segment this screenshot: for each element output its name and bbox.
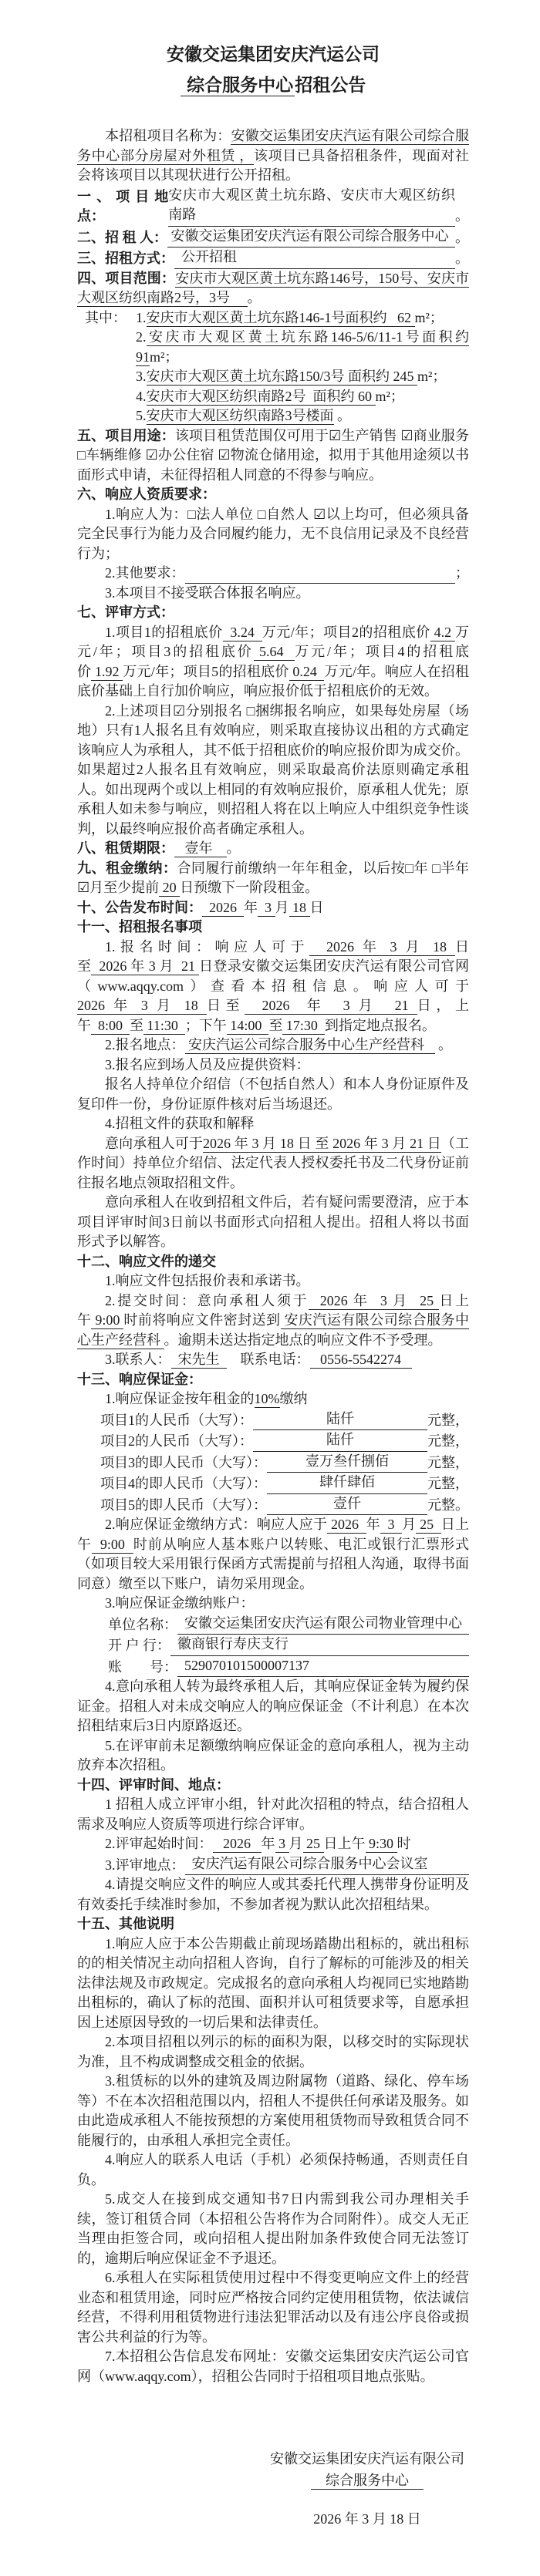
paragraph [77, 1854, 469, 1876]
text-run: 6.承租人在实际租赁使用过程中不得变更响应文件上的经营业态和租赁用途，同时应严格按合同约定使用租赁物，依法诚信经营，不得利用租赁物进行违法犯罪活动以及有违公序良俗或损害公共利益的行为等。 [77, 2270, 469, 2345]
filled-blank: 2026 年 3 月 18 [77, 998, 207, 1013]
clause-label: 二、招 租 人： [77, 229, 167, 245]
text-run: 5.在评审前未足额缴纳响应保证金的意向承租人，视为主动放弃本次招租。 [77, 1737, 469, 1773]
text-run: 时前将响应文件密封送到 [123, 1312, 281, 1328]
filled-blank: 3.24 [222, 624, 262, 640]
paragraph [77, 2072, 469, 2150]
filled-blank: 17:30 [282, 1017, 325, 1033]
text-run: 2.响应保证金缴纳方式：响应人应于 [105, 1517, 328, 1532]
filled-blank: 公开招租 [174, 247, 455, 269]
signature-date: 2026 年 3 月 18 日 [313, 2511, 421, 2527]
section-heading [77, 1252, 469, 1272]
section-heading [77, 1370, 469, 1390]
list-item [136, 406, 469, 426]
text-run: 2.其他要求： [105, 565, 185, 581]
filled-blank: 9:00 [91, 1312, 124, 1328]
paragraph [77, 1291, 469, 1351]
filled-blank: 0556-5542274 [309, 1352, 412, 1367]
section-heading [77, 1914, 469, 1935]
filled-blank: 3 [258, 899, 275, 915]
text-run: 1 招租人成立评审小组，针对此次招租的特点，结合招租人需求及响应人资质等项进行综合评审。 [77, 1796, 469, 1832]
section-heading [77, 839, 469, 859]
clause-label: 八、租赁期限： [77, 840, 174, 856]
doc-title-line1: 安徽交运集团安庆汽运公司 [167, 44, 380, 64]
filled-blank: 安庆市大观区黄土坑东路146-5/6/11-1号面积约91 [136, 329, 469, 365]
text-run: m²； [375, 388, 404, 404]
text-run: 日至 [77, 938, 469, 974]
filled-blank: 10% [254, 1391, 280, 1406]
text-run: 3.租赁标的以外的建筑及周边附属物（道路、绿化、停车场等）不在本次招租范围以内，招租人不提供任何承诺及服务。如由此造成承租人不能按预想的方案使用租赁物而导致租赁合同不能履行的，由承租人承担完全责任。 [77, 2073, 469, 2148]
filled-blank: 2026 [202, 899, 244, 915]
filled-blank: 3 [380, 1517, 403, 1532]
text-run: 合同履行前缴纳一年年租金，以后按□年 □半年 ☑月至少提前 [77, 860, 473, 895]
text-run: 账 号： [108, 1658, 177, 1675]
text-run: 。 [455, 229, 469, 245]
paragraph [77, 564, 469, 584]
text-run: 4. [136, 388, 147, 404]
text-run: 7.本招租公告信息发布网址：安徽交运集团安庆汽运公司官网（www.aqqy.com），招租公告同时于招租项目地点张贴。 [77, 2349, 469, 2384]
text-run: 年 [261, 1836, 275, 1851]
paragraph [77, 1389, 469, 1409]
filled-blank: 25 [416, 1517, 441, 1532]
text-run: 日，上午 [77, 998, 470, 1033]
filled-blank: 0.24 [289, 663, 325, 679]
text-run: 。 [247, 290, 262, 305]
paragraph [77, 702, 469, 840]
clause-label: 十二、响应文件的递交 [77, 1253, 216, 1269]
clause-label: 一、项目地点： [77, 188, 169, 224]
filled-blank: 壹万叁仟捌佰 [267, 1452, 427, 1473]
filled-blank: 2026 年 3 月 21 [91, 958, 199, 974]
filled-blank: 肆仟肆佰 [267, 1473, 427, 1494]
paragraph [77, 1875, 469, 1914]
paragraph [77, 1515, 469, 1594]
filled-blank: 25 [302, 1836, 324, 1851]
document-body [77, 126, 473, 2386]
list-item [136, 328, 469, 367]
filled-blank: 安庆汽运有限公司综合服务中心生产经营科 [77, 1312, 470, 1348]
filled-blank: 4.2 [430, 624, 456, 640]
text-run: 3.评审地点： [105, 1857, 185, 1873]
filled-blank: 陆仟 [253, 1430, 427, 1452]
section-heading [77, 859, 473, 898]
text-run: 。 [455, 208, 469, 224]
paragraph [77, 2150, 469, 2190]
text-run: 时前从响应人基本账户以转账、电汇或银行汇票形式（如项目较大采用银行保函方式需提前与招租人沟通，取得书面同意）缴至以下账户，请勿采用现金。 [77, 1536, 469, 1591]
filled-blank: 9:30 [365, 1836, 397, 1851]
filled-blank: 陆仟 [253, 1409, 427, 1431]
text-run: 1. [136, 309, 147, 325]
text-run: m²； [150, 349, 179, 365]
paragraph [77, 1430, 469, 1452]
clause-label: 十、公告发布时间： [77, 899, 202, 915]
filled-blank: 2026 年 3 月 21 [245, 998, 417, 1013]
section-heading [77, 186, 469, 227]
clause-label: 十三、响应保证金： [77, 1371, 202, 1387]
text-run: 项目2的人民币（大写）： [100, 1433, 253, 1449]
paragraph [77, 1594, 469, 1614]
text-run: 日 [309, 899, 324, 915]
text-run: ；下午 [184, 1017, 227, 1033]
text-run: m²； [417, 369, 447, 384]
filled-blank: 2026 年 3 月 18 [309, 938, 455, 955]
text-run: 2.提交时间：意向承租人须于 [105, 1292, 309, 1308]
text-run: 单位名称： [108, 1616, 177, 1632]
text-run: 4.响应人的联系人电话（手机）必须保持畅通，否则责任自负。 [77, 2152, 469, 2187]
text-run: 2.上述项目☑分别报名 □捆绑报名响应，如果每处房屋（场地）只有1人报名且有效响应，则采取直接协议出租的方式确定该响应人为承租人，其不低于招租底价的响应报价即为成交价。如果超过2人报名且有效响应，则采取最高价法原则确定承租人。如出现两个或以上相同的有效响应报价，原承租人优先；原承租人如未参与响应，则招租人将在以上响应人中组织竞争性谈判，以最终响应报价高者确定承租人。 [77, 702, 469, 837]
section-heading [77, 603, 469, 623]
text-run: 3.报名应到场人员及应提供资料： [105, 1056, 310, 1072]
section-heading [77, 918, 469, 938]
filled-blank: 8:00 [91, 1017, 130, 1033]
paragraph [77, 1134, 469, 1194]
filled-blank: 安徽交运集团安庆汽运有限公司综合服务中心 [167, 227, 455, 248]
text-run: 。 [455, 251, 469, 266]
text-run: 3.联系人： [105, 1352, 171, 1367]
paragraph [77, 2268, 469, 2347]
clause-label: 六、响应人资质要求： [77, 487, 216, 502]
filled-blank: 安庆市大观区纺织南路3号楼面 [146, 408, 334, 423]
filled-blank: 安庆汽运有限公司综合服务中心会议室 [185, 1854, 470, 1876]
text-run: 3.响应保证金缴纳账户： [105, 1595, 255, 1611]
clause-label: 五、项目用途： [77, 427, 175, 443]
clause-label: 十五、其他说明 [77, 1916, 174, 1931]
text-run: 日预缴下一阶段租金。 [180, 880, 319, 895]
paragraph [77, 1736, 469, 1776]
text-run: 4.意向承租人转为最终承租人后，其响应保证金转为履约保证金。招租人对未成交响应人的响应保证金（不计利息）在本次招租结束后3日内原路返还。 [77, 1679, 469, 1733]
doc-title-underlined: 综合服务中心 [181, 75, 294, 95]
text-run: 联系电话： [226, 1352, 310, 1367]
text-run: 5. [136, 408, 147, 423]
text-run: 项目5的即人民币（大写）： [100, 1497, 267, 1513]
filled-blank: 2026 [212, 1836, 262, 1851]
section-heading [77, 227, 469, 248]
text-run: 日上午 [77, 1292, 470, 1328]
text-run: 。逾期未送达指定地点的响应文件不予受理。 [164, 1332, 442, 1348]
text-run: 至 [130, 1017, 144, 1033]
paragraph [77, 584, 469, 604]
section-heading [77, 247, 469, 269]
filled-blank: 5.64 [253, 644, 295, 659]
section-heading [77, 485, 469, 505]
filled-blank: 18 [289, 899, 310, 915]
filled-blank: 宋先生 [170, 1352, 227, 1367]
text-run: 4.招租文件的获取和解释 [105, 1116, 255, 1131]
text-run: 月 [289, 1836, 303, 1851]
doc-title-rest: 招租公告 [295, 75, 366, 95]
text-run: 项目1的人民币（大写）： [100, 1412, 253, 1428]
signature-company: 安徽交运集团安庆汽运有限公司 [270, 2451, 464, 2467]
paragraph [77, 1677, 469, 1736]
text-run: 时 [397, 1836, 411, 1851]
paragraph [77, 1056, 469, 1076]
text-run: 日上午 [77, 1517, 470, 1552]
paragraph [77, 1473, 469, 1494]
paragraph [77, 1035, 469, 1056]
paragraph [77, 1271, 469, 1291]
paragraph [77, 1795, 469, 1834]
text-run: 开 户 行： [108, 1638, 170, 1653]
text-run: 日至 [206, 998, 245, 1013]
text-run: 年 [366, 1517, 380, 1532]
text-run: ； [455, 565, 469, 581]
filled-blank: 1.92 [91, 663, 123, 679]
filled-blank: 11:30 [143, 1017, 185, 1033]
clause-label: 七、评审方式： [77, 604, 174, 620]
text-run: 元整， [427, 1476, 469, 1491]
clause-label: 四、项目范围： [77, 270, 176, 286]
paragraph [77, 1075, 469, 1114]
paragraph [77, 1114, 469, 1134]
signature-department: 综合服务中心 [270, 2470, 464, 2491]
filled-blank: 安庆市大观区纺织南路2号 面积约 60 [146, 388, 376, 404]
text-run: 万元/年；项目2的招租底价 [262, 624, 430, 640]
paragraph [77, 623, 469, 702]
list-item [136, 367, 469, 387]
text-run: （工作时间）持单位介绍信、法定代表人授权委托书及二代身份证前往报名地点领取招租文件。 [77, 1135, 470, 1190]
text-run: 元整， [427, 1433, 469, 1449]
paragraph [77, 1656, 469, 1678]
paragraph [77, 1494, 469, 1516]
text-run: 意向承租人在收到招租文件后，若有疑问需要澄清，应于本项目评审时间3日前以书面形式向招租人提出。招租人将以书面形式予以解答。 [77, 1194, 469, 1249]
paragraph [77, 1635, 469, 1656]
text-run: 项目3的即人民币（大写）： [100, 1454, 267, 1470]
filled-blank: 安庆市大观区黄土坑东路146-1号面积约 62 [146, 309, 415, 325]
filled-blank: 壹仟 [267, 1494, 427, 1516]
text-run: 意向承租人可于 [105, 1135, 204, 1151]
paragraph [77, 1614, 469, 1635]
sub-item-list [77, 308, 469, 426]
list-item [136, 387, 469, 407]
text-run: 1.响应保证金按年租金的 [105, 1391, 255, 1406]
list-label: 其中： [85, 309, 127, 325]
clause-label: 三、招租方式： [77, 251, 174, 266]
paragraph [77, 1834, 469, 1854]
paragraph [77, 2347, 469, 2386]
filled-blank: 徽商银行寿庆支行 [170, 1635, 469, 1656]
paragraph [77, 126, 469, 186]
section-heading [77, 426, 473, 486]
text-run: 1.项目1的招租底价 [105, 624, 223, 640]
paragraph [77, 2032, 469, 2072]
filled-blank: 安徽交运集团安庆汽运有限公司物业管理中心 [177, 1614, 469, 1635]
list-items [136, 308, 469, 426]
paragraph [77, 1935, 469, 2033]
text-run: 2.报名地点： [105, 1037, 185, 1052]
clause-label: 九、租金缴纳： [77, 860, 177, 876]
filled-blank: 2026 年 3 月 18 日 至 2026 年 3 月 21 日 [203, 1135, 441, 1151]
section-heading [77, 269, 469, 308]
list-item [136, 308, 469, 328]
filled-blank: 529070101500007137 [177, 1656, 469, 1678]
filled-blank: 安徽交运集团安庆汽运有限公司综合服务中心部分房屋对外租赁 ， [77, 128, 470, 163]
clause-label: 十四、评审时间、地点： [77, 1776, 230, 1793]
filled-blank: 14:00 [226, 1017, 269, 1033]
signature-block [270, 2448, 464, 2530]
section-heading [77, 898, 469, 918]
doc-title [77, 39, 469, 100]
text-run: 5.成交人在接到成交通知书7日内需到我公司办理相关手续，签订租赁合同（本招租公告将作为合同附件）。成交人无正当理由拒签合同，或向招租人提出附加条件致使合同无法签订的，逾期后响应保证金不予退还。 [77, 2191, 469, 2266]
paragraph [77, 1452, 469, 1473]
text-run: 月 [275, 899, 289, 915]
filled-blank: 安庆市大观区黄土坑东路150/3号 面积约 245 [146, 369, 417, 384]
text-run: 到指定地点报名。 [324, 1017, 436, 1033]
text-run: 。 [333, 408, 351, 423]
text-run: 报名人持单位介绍信（不包括自然人）和本人身份证原件及复印件一份，身份证原件核对后当场退还。 [77, 1076, 469, 1112]
text-run: 4.请提交响应文件的响应人或其委托代理人携带身份证明及有效委托手续准时参加，不参加者视为默认此次招租结果。 [77, 1877, 469, 1912]
filled-blank: 安庆汽运公司综合服务中心生产经营科 [184, 1037, 435, 1052]
text-run: 万元/年；项目4的招租底价 [77, 644, 470, 679]
text-run: 本招租项目名称为： [105, 128, 231, 143]
text-run: m²； [414, 309, 444, 325]
doc-title-line2 [77, 69, 469, 100]
paragraph [77, 2190, 469, 2268]
text-run: 缴纳 [279, 1391, 308, 1406]
paragraph [77, 1409, 469, 1431]
text-run: 该项目租赁范围仅可用于☑生产销售 ☑商业服务 □车辆维修 ☑办公住宿 ☑物流仓储用途，拟用于其他用途须以书面形式申请，未征得招租人同意的不得参与响应。 [77, 427, 473, 483]
paragraph [77, 505, 469, 564]
paragraph [77, 1350, 469, 1370]
paragraph [77, 938, 469, 1036]
text-run: 项目4的即人民币（大写）： [100, 1476, 267, 1491]
text-run: 3. [136, 369, 147, 384]
text-run: 元整， [427, 1454, 469, 1470]
text-run: 日登录安徽交运集团安庆汽运有限公司官网（www.aqqy.com）查看本招租信息。响应人可于 [77, 958, 470, 994]
text-run: 万元/年；项目3的招租底价 [77, 624, 470, 659]
filled-blank: 2026 [327, 1517, 366, 1532]
text-run: 1.响应人应于本公告期截止前现场踏勘出租标的，就出租标的的相关情况主动向招租人咨询，自行了解标的可能涉及的相关法律法规及市政规定。完成报名的意向承租人均视同已实地踏勘出租标的，确认了标的范围、面积并认可租赁要求等，自愿承担因上述原因导致的一切后果和法律责任。 [77, 1935, 469, 2030]
clause-label: 十一、招租报名事项 [77, 919, 202, 934]
text-run: 1.响应文件包括报价表和承诺书。 [105, 1273, 310, 1288]
text-run: 万元/年；项目5的招租底价 [123, 663, 289, 679]
filled-blank: 2026 年 3 月 25 [309, 1292, 440, 1308]
text-run: 元整。 [427, 1497, 469, 1513]
filled-blank: 安庆市大观区黄土坑东路、安庆市大观区纺织南路 [168, 186, 455, 227]
section-heading [77, 1776, 469, 1796]
filled-blank: 安庆市大观区黄土坑东路146号，150号、安庆市大观区纺织南路2号，3号 [77, 270, 469, 305]
filled-blank: 壹年 [174, 840, 227, 856]
paragraph [77, 1193, 469, 1252]
text-run: 该项目已具备招租条件，现面对社会将该项目以其现状进行公开招租。 [77, 147, 470, 183]
text-run: 3.本项目不接受联合体报名响应。 [105, 584, 310, 601]
text-run: 月 [402, 1517, 417, 1532]
filled-blank: 3 [275, 1836, 289, 1851]
text-run: 2.本项目招租以列示的标的面积为限，以移交时的实际现状为准，且不构成调整成交租金的依据。 [77, 2034, 469, 2069]
text-run: 2. [136, 329, 147, 345]
filled-blank: 9:00 [91, 1536, 133, 1552]
text-run: 元整， [427, 1412, 469, 1428]
text-run: 。 [434, 1037, 452, 1052]
text-run: 1.报名时间：响应人可于 [105, 938, 309, 955]
text-run: 至 [268, 1017, 283, 1033]
text-run: 1.响应人为：□法人单位 □自然人 ☑以上均可，但必须具备完全民事行为能力及合同履约能力，无不良信用记录及不良经营行为； [77, 506, 469, 561]
text-run: 日上午 [323, 1836, 366, 1851]
text-run: 年 [244, 899, 258, 915]
text-run: 2.评审起始时间： [105, 1836, 213, 1851]
text-run: 万元/年。响应人在招租底价基础上自行加价响应，响应报价低于招租底价的无效。 [77, 663, 470, 699]
text-run: 。 [226, 840, 241, 856]
filled-blank: 20 [159, 880, 181, 895]
